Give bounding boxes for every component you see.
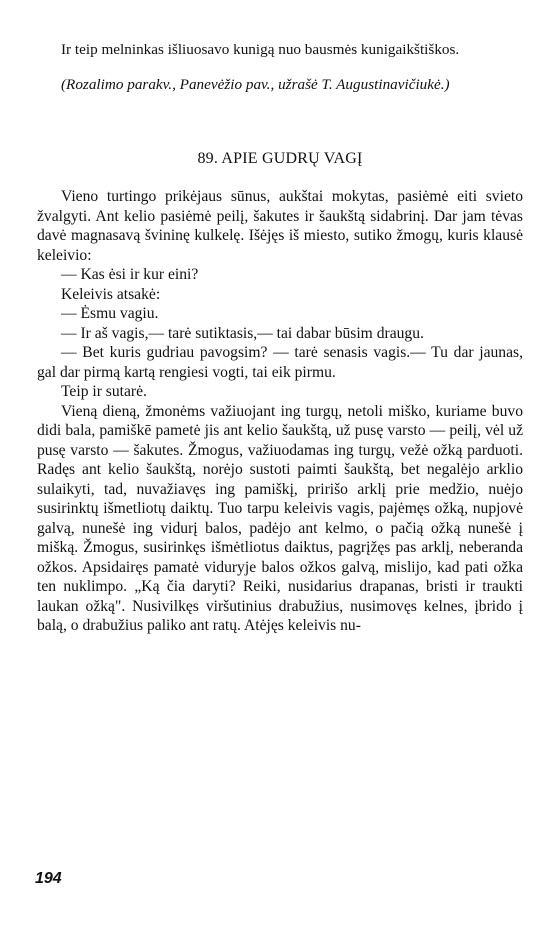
story-body [37,187,523,636]
story-paragraph: — Bet kuris gudriau pavogsim? — tarė senasis vagis.— Tu dar jaunas, gal dar pirmą kartą rengiesi vogti, tai eik pirmu. [37,344,523,381]
story-paragraph: Vieno turtingo prikėjaus sūnus, aukštai mokytas, pasiėmė eiti svieto žvalgyti. Ant kelio pasiėmė peilį, šakutes ir šaukštą sidabrinį. Dar jam tėvas davė magnasavą švininę kulkelę. Išėjęs iš miesto, sutiko žmogų, kuris klausė keleivio: [37,188,523,264]
story-paragraph: — Ėsmu vagiu. [61,305,159,322]
source-note: (Rozalimo parakv., Panevėžio pav., užrašė T. Augustinavičiukė.) [61,75,450,93]
story-paragraph: — Kas ėsi ir kur eini? [61,266,199,283]
story-paragraph: — Ir aš vagis,— tarė sutiktasis,— tai dabar būsim draugu. [61,324,424,342]
story-paragraph: Teip ir sutarė. [61,383,147,400]
story-title: 89. APIE GUDRŲ VAGĮ [197,150,363,167]
story-paragraph: Keleivis atsakė: [61,285,161,303]
closing-paragraph: Ir teip melninkas išliuosavo kunigą nuo bausmės kunigaikštiškos. [61,41,460,58]
page-number: 194 [35,870,62,887]
page-content [37,40,523,636]
story-paragraph: Vieną dieną, žmonėms važiuojant ing turgų, netoli miško, kuriame buvo didi bala, pamiškē pametė jis ant kelio šaukštą, už pusę varsto — peilį, vėl už pusę varsto — šakutes. Žmogus, važiuodamas ing turgų, vežė ožką parduoti. Radęs ant kelio šaukštą, norėjo sustoti paimti šaukštą, bet negalėjo arklio sulaikyti, tad, nuvažiavęs ing pamiškį, pririšo arklį prie medžio, nuėjo susirinktų išmetliotų daiktų. Tuo tarpu keleivis vagis, pajėmęs ožką, nupjovė galvą, nunešė ing vidurį balos, padėjo ant kelmo, o pačią ožką nunešė į mišką. Žmogus, susirinkęs išmėtliotus daiktus, pagrįžęs pas arklį, neberanda ožkos. Apsidairęs pamatė viduryje balos ožkos galvą, mislijo, kad pati ožka ten nuklimpo. „Ką čia daryti? Reiki, nusidarius drapanas, bristi ir traukti laukan ožką". Nusivilkęs viršutinius drabužius, nusimovęs kelnes, įbrido į balą, o drabužius paliko ant ratų. Atėjęs keleivis nu- [37,402,523,634]
